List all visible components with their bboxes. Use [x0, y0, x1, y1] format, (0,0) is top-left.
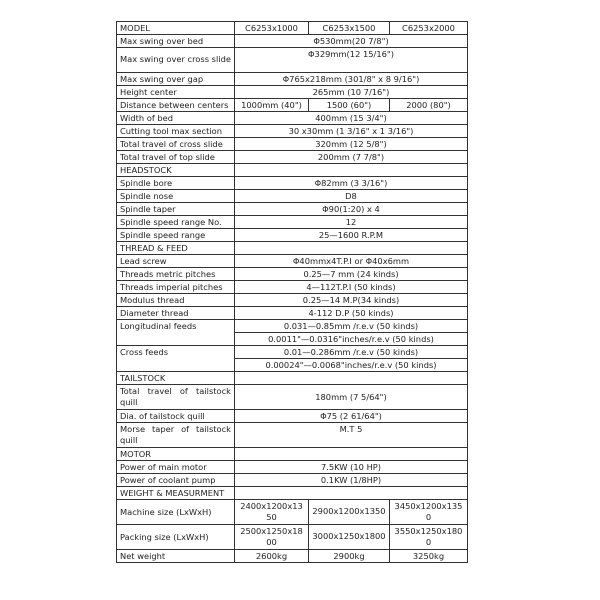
spec-value: 0.031—0.85mm /r.e.v (50 kinds) [235, 320, 468, 333]
spec-row [117, 48, 468, 73]
spec-value: 2400x1200x1350 [235, 500, 309, 525]
spec-row [117, 307, 468, 320]
spec-row [117, 346, 468, 359]
spec-row [117, 151, 468, 164]
section-blank-cell [235, 372, 468, 385]
spec-row [117, 333, 468, 346]
spec-value: 7.5KW (10 HP) [235, 461, 468, 474]
spec-row [117, 281, 468, 294]
spec-label: Power of main motor [117, 461, 235, 474]
spec-value: Φ40mmx4T.P.I or Φ40x6mm [235, 255, 468, 268]
model-name: C6253x2000 [390, 22, 468, 35]
spec-label: Diameter thread [117, 307, 235, 320]
spec-value: 2000 (80") [390, 99, 468, 112]
spec-label-blank [117, 359, 235, 372]
spec-value: 0.25—7 mm (24 kinds) [235, 268, 468, 281]
section-header-row [117, 242, 468, 255]
spec-row [117, 474, 468, 487]
spec-value: Φ765x218mm (301/8" x 8 9/16") [235, 73, 468, 86]
spec-value: 2600kg [235, 550, 309, 563]
spec-label: Net weight [117, 550, 235, 563]
spec-row [117, 229, 468, 242]
section-blank-cell [235, 448, 468, 461]
spec-label: Spindle bore [117, 177, 235, 190]
spec-value: 3250kg [390, 550, 468, 563]
spec-value: 4—112T.P.I (50 kinds) [235, 281, 468, 294]
spec-value: Φ82mm (3 3/16") [235, 177, 468, 190]
spec-row [117, 410, 468, 423]
spec-value: 25—1600 R.P.M [235, 229, 468, 242]
spec-row [117, 255, 468, 268]
section-blank-cell [235, 242, 468, 255]
spec-value: 0.25—14 M.P(34 kinds) [235, 294, 468, 307]
spec-label-blank [117, 333, 235, 346]
spec-label: Spindle speed range [117, 229, 235, 242]
spec-label: Width of bed [117, 112, 235, 125]
spec-label: Max swing over bed [117, 35, 235, 48]
model-name: C6253x1500 [309, 22, 390, 35]
section-blank-cell [235, 487, 468, 500]
spec-value: 0.1KW (1/8HP) [235, 474, 468, 487]
spec-value: 265mm (10 7/16") [235, 86, 468, 99]
spec-row [117, 423, 468, 448]
spec-label: Spindle taper [117, 203, 235, 216]
spec-value: 1000mm (40") [235, 99, 309, 112]
section-header-row [117, 487, 468, 500]
spec-value: 320mm (12 5/8") [235, 138, 468, 151]
spec-table [116, 21, 468, 563]
section-title-headstock: HEADSTOCK [117, 164, 235, 177]
spec-label: Power of coolant pump [117, 474, 235, 487]
spec-label: Max swing over cross slide [117, 48, 235, 73]
spec-value: 2900x1200x1350 [309, 500, 390, 525]
spec-label: Packing size (LxWxH) [117, 525, 235, 550]
spec-row [117, 500, 468, 525]
spec-value: 3550x1250x1800 [390, 525, 468, 550]
spec-row [117, 73, 468, 86]
spec-label: Threads metric pitches [117, 268, 235, 281]
section-title-weight: WEIGHT & MEASURMENT [117, 487, 235, 500]
spec-value: 4-112 D.P (50 kinds) [235, 307, 468, 320]
spec-label: Dia. of tailstock quill [117, 410, 235, 423]
section-blank-cell [235, 164, 468, 177]
spec-label: Cutting tool max section [117, 125, 235, 138]
spec-row [117, 203, 468, 216]
section-header-row [117, 448, 468, 461]
spec-label: Total travel of tailstock quill [117, 385, 235, 410]
spec-row [117, 35, 468, 48]
model-header-row [117, 22, 468, 35]
spec-value: 12 [235, 216, 468, 229]
spec-value: 400mm (15 3/4") [235, 112, 468, 125]
section-title-thread-feed: THREAD & FEED [117, 242, 235, 255]
section-header-row [117, 372, 468, 385]
spec-value: Φ530mm(20 7/8") [235, 35, 468, 48]
model-label: MODEL [117, 22, 235, 35]
spec-value: M.T 5 [235, 423, 468, 448]
spec-value: 180mm (7 5/64") [235, 385, 468, 410]
section-title-tailstock: TAILSTOCK [117, 372, 235, 385]
spec-label: Spindle nose [117, 190, 235, 203]
spec-row [117, 268, 468, 281]
spec-label: Longitudinal feeds [117, 320, 235, 333]
spec-row [117, 359, 468, 372]
spec-label: Cross feeds [117, 346, 235, 359]
spec-value: 1500 (60") [309, 99, 390, 112]
spec-value: 0.00024"—0.0068"inches/r.e.v (50 kinds) [235, 359, 468, 372]
spec-sheet [116, 21, 467, 563]
spec-value: 200mm (7 7/8") [235, 151, 468, 164]
spec-row [117, 138, 468, 151]
spec-value: Φ90(1:20) x 4 [235, 203, 468, 216]
spec-label: Spindle speed range No. [117, 216, 235, 229]
spec-label: Height center [117, 86, 235, 99]
spec-row [117, 86, 468, 99]
spec-row [117, 461, 468, 474]
spec-row [117, 320, 468, 333]
spec-value: 2500x1250x1800 [235, 525, 309, 550]
spec-row [117, 216, 468, 229]
spec-value: Φ75 (2 61/64") [235, 410, 468, 423]
spec-value: Φ329mm(12 15/16") [235, 48, 468, 73]
model-name: C6253x1000 [235, 22, 309, 35]
spec-value: 2900kg [309, 550, 390, 563]
spec-value: 3000x1250x1800 [309, 525, 390, 550]
spec-row [117, 177, 468, 190]
spec-label: Modulus thread [117, 294, 235, 307]
section-title-motor: MOTOR [117, 448, 235, 461]
spec-value: 30 x30mm (1 3/16" x 1 3/16") [235, 125, 468, 138]
spec-row [117, 550, 468, 563]
spec-row [117, 525, 468, 550]
spec-value: 3450x1200x1350 [390, 500, 468, 525]
spec-label: Total travel of cross slide [117, 138, 235, 151]
spec-label: Total travel of top slide [117, 151, 235, 164]
spec-row [117, 385, 468, 410]
spec-row-distance [117, 99, 468, 112]
spec-label: Morse taper of tailstock quill [117, 423, 235, 448]
spec-row [117, 125, 468, 138]
spec-label: Lead screw [117, 255, 235, 268]
spec-label: Machine size (LxWxH) [117, 500, 235, 525]
spec-row [117, 294, 468, 307]
spec-value: D8 [235, 190, 468, 203]
spec-label: Distance between centers [117, 99, 235, 112]
spec-label: Threads imperial pitches [117, 281, 235, 294]
section-header-row [117, 164, 468, 177]
spec-value: 0.01—0.286mm /r.e.v (50 kinds) [235, 346, 468, 359]
spec-label: Max swing over gap [117, 73, 235, 86]
spec-row [117, 112, 468, 125]
spec-value: 0.0011"—0.0316"inches/r.e.v (50 kinds) [235, 333, 468, 346]
spec-row [117, 190, 468, 203]
